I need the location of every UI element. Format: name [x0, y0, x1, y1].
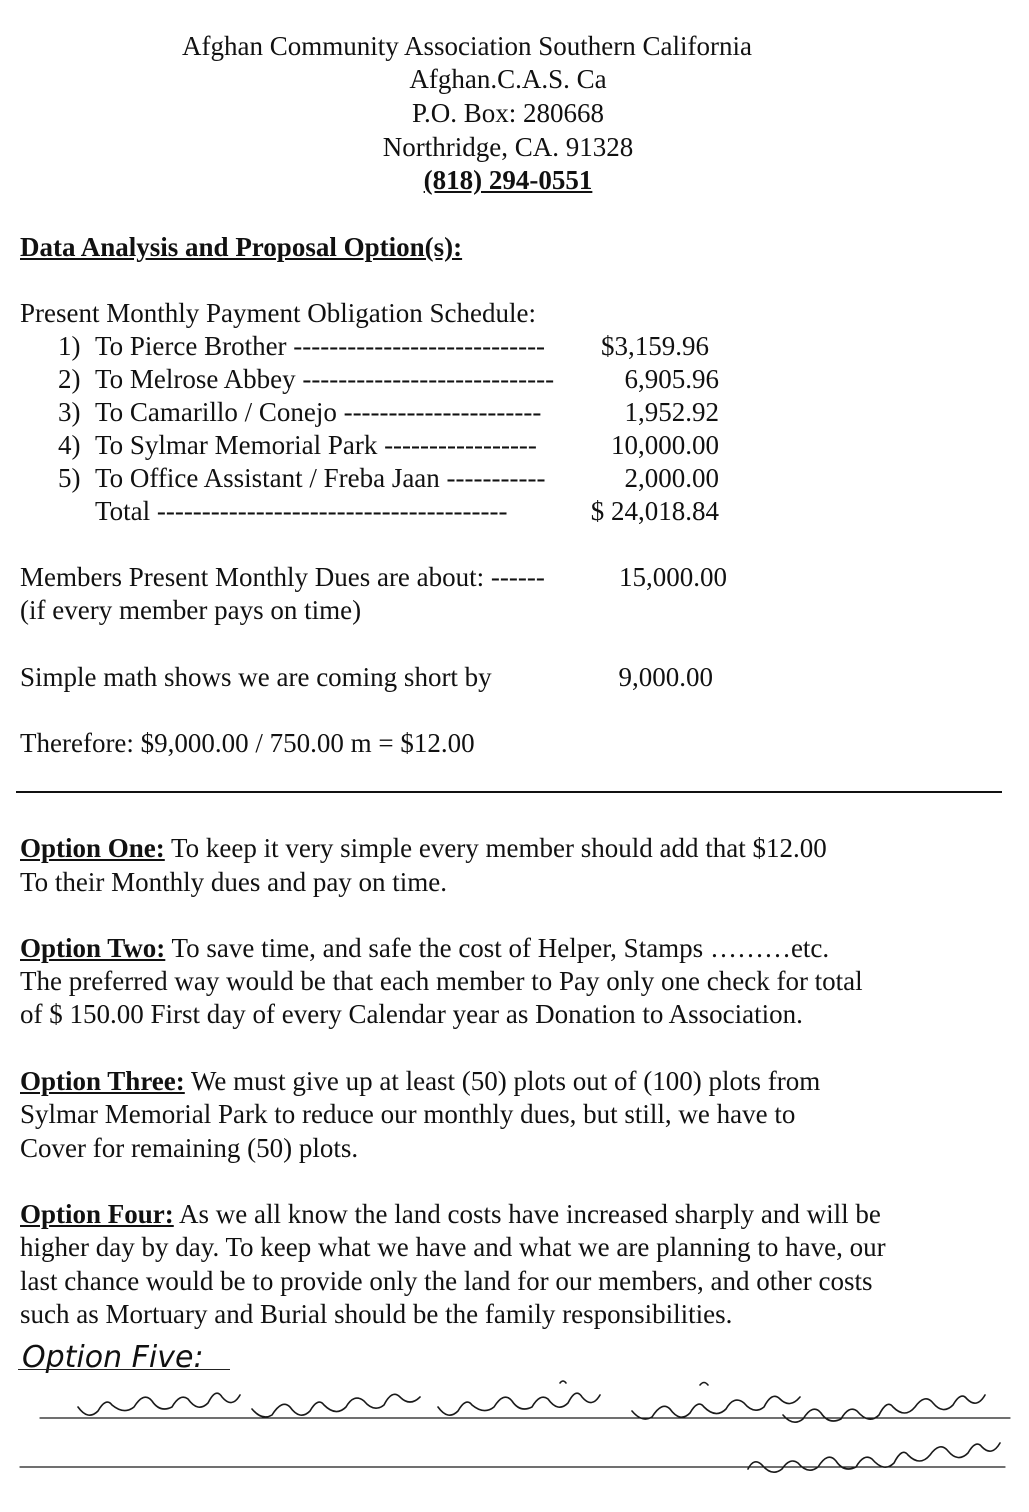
org-name: Afghan Community Association Southern California [182, 31, 752, 61]
schedule-item-label: To Sylmar Memorial Park ----------------- [95, 430, 537, 460]
city-address: Northridge, CA. 91328 [382, 132, 634, 162]
dues-text: Members Present Monthly Dues are about: ------ [20, 562, 545, 592]
po-box: P.O. Box: 280668 [411, 98, 605, 128]
option-three-line-1 [20, 1065, 820, 1097]
option-one-label: Option One: [20, 833, 165, 863]
dues-note: (if every member pays on time) [20, 595, 362, 625]
shortfall-amount: 9,000.00 [618, 662, 713, 692]
schedule-total-label: Total --------------------------------------- [95, 496, 508, 526]
schedule-total-amount: $ 24,018.84 [590, 496, 719, 526]
option-one-text: To keep it very simple every member should add that $12.00 [164, 833, 827, 863]
schedule-item-number: 2) [58, 364, 81, 394]
option-three-label: Option Three: [20, 1066, 185, 1096]
option-three-line-2: Sylmar Memorial Park to reduce our monthly dues, but still, we have to [20, 1099, 796, 1129]
option-two-text: To save time, and safe the cost of Helper, Stamps ………etc. [165, 933, 830, 963]
option-two-label: Option Two: [20, 933, 166, 963]
schedule-item-label: To Melrose Abbey ---------------------------- [95, 364, 555, 394]
schedule-item-number: 5) [58, 463, 81, 493]
option-four-line-1 [20, 1198, 881, 1230]
option-four-label: Option Four: [20, 1199, 174, 1229]
schedule-item-label: To Office Assistant / Freba Jaan ----------- [95, 463, 546, 493]
schedule-item-label: To Camarillo / Conejo ---------------------- [95, 397, 542, 427]
option-one-line-2: To their Monthly dues and pay on time. [20, 867, 448, 897]
schedule-item-number: 3) [58, 397, 81, 427]
option-one-line-1 [20, 832, 827, 864]
option-three-text: We must give up at least (50) plots out of (100) plots from [184, 1066, 821, 1096]
divider [16, 791, 1002, 793]
dues-amount: 15,000.00 [619, 562, 727, 592]
calculation-line: Therefore: $9,000.00 / 750.00 m = $12.00 [20, 728, 475, 758]
option-five-label: Option Five: [22, 1340, 204, 1375]
phone-number: (818) 294-0551 [423, 165, 593, 195]
handwritten-note [0, 1375, 1029, 1505]
option-four-text: As we all know the land costs have increased sharply and will be [173, 1199, 881, 1229]
option-four-line-2: higher day by day. To keep what we have and what we are planning to have, our [20, 1232, 886, 1262]
schedule-title: Present Monthly Payment Obligation Schedule: [20, 298, 536, 328]
schedule-item-label: To Pierce Brother ---------------------------- [95, 331, 546, 361]
schedule-item-amount: 2,000.00 [624, 463, 719, 493]
schedule-item-amount: 10,000.00 [611, 430, 719, 460]
option-five-underline [18, 1369, 230, 1370]
option-four-line-4: such as Mortuary and Burial should be the family responsibilities. [20, 1299, 733, 1329]
option-four-line-3: last chance would be to provide only the land for our members, and other costs [20, 1266, 873, 1296]
option-three-line-3: Cover for remaining (50) plots. [20, 1133, 359, 1163]
org-abbreviation: Afghan.C.A.S. Ca [409, 64, 607, 94]
schedule-item-number: 1) [58, 331, 81, 361]
shortfall-text: Simple math shows we are coming short by [20, 662, 492, 692]
option-two-line-2: The preferred way would be that each member to Pay only one check for total [20, 966, 863, 996]
option-two-line-3: of $ 150.00 First day of every Calendar year as Donation to Association. [20, 999, 803, 1029]
schedule-item-amount: 1,952.92 [624, 397, 719, 427]
schedule-item-number: 4) [58, 430, 81, 460]
schedule-item-amount: $3,159.96 [601, 331, 709, 361]
option-two-line-1 [20, 932, 829, 964]
section-title: Data Analysis and Proposal Option(s): [20, 232, 463, 262]
schedule-item-amount: 6,905.96 [624, 364, 719, 394]
